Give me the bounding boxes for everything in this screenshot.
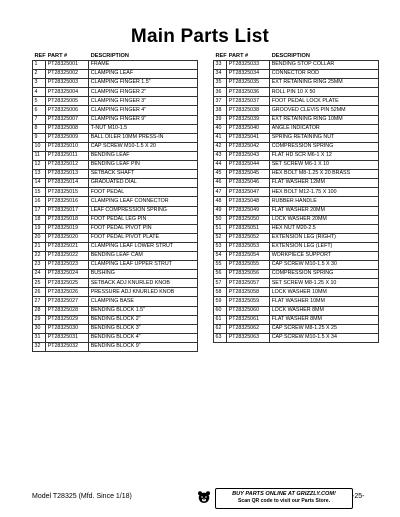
ref-cell: 18	[33, 215, 46, 224]
ref-cell: 62	[214, 324, 227, 333]
description-cell: RUBBER HANDLE	[270, 197, 379, 206]
part-number-cell: PT28325037	[227, 97, 270, 106]
ref-cell: 47	[214, 188, 227, 197]
ref-cell: 50	[214, 215, 227, 224]
ref-cell: 5	[33, 97, 46, 106]
description-cell: LEAF COMPRESSION SPRING	[89, 206, 198, 215]
part-number-cell: PT28325035	[227, 79, 270, 88]
page-number: -25-	[352, 493, 365, 500]
parts-store-banner[interactable]	[215, 488, 353, 509]
ref-cell: 26	[33, 288, 46, 297]
description-cell: CLAMPING FINGER 2"	[89, 88, 198, 97]
part-number-cell: PT28325039	[227, 115, 270, 124]
table-row	[33, 324, 198, 333]
table-row	[214, 224, 379, 233]
ref-cell: 12	[33, 161, 46, 170]
description-cell: BUSHING	[89, 270, 198, 279]
part-number-cell: PT28325038	[227, 106, 270, 115]
table-row	[33, 315, 198, 324]
table-row	[214, 115, 379, 124]
ref-cell: 4	[33, 88, 46, 97]
ref-cell: 17	[33, 206, 46, 215]
part-number-cell: PT28325015	[46, 188, 89, 197]
description-cell: EXTENSION LEG (LEFT)	[270, 242, 379, 251]
table-row	[33, 288, 198, 297]
description-cell: EXT RETAINING RING 25MM	[270, 79, 379, 88]
ref-cell: 1	[33, 61, 46, 70]
description-cell: ANGLE INDICATOR	[270, 124, 379, 133]
part-number-cell: PT28325021	[46, 242, 89, 251]
ref-cell: 59	[214, 297, 227, 306]
description-cell: FOOT PEDAL	[89, 188, 198, 197]
table-row	[33, 333, 198, 342]
ref-cell: 10	[33, 142, 46, 151]
table-row	[33, 224, 198, 233]
table-row	[214, 61, 379, 70]
ref-cell: 58	[214, 288, 227, 297]
ref-cell: 52	[214, 233, 227, 242]
description-cell: COMPRESSION SPRING	[270, 142, 379, 151]
part-number-cell: PT28325024	[46, 270, 89, 279]
description-cell: FOOT PEDAL LOCK PLATE	[270, 97, 379, 106]
table-row	[33, 197, 198, 206]
part-number-cell: PT28325054	[227, 251, 270, 260]
table-row	[214, 97, 379, 106]
table-row	[214, 242, 379, 251]
description-cell: LOCK WASHER 10MM	[270, 288, 379, 297]
table-row	[214, 215, 379, 224]
ref-cell: 3	[33, 79, 46, 88]
part-number-cell: PT28325013	[46, 170, 89, 179]
part-number-cell: PT28325010	[46, 142, 89, 151]
table-row	[214, 315, 379, 324]
table-row	[214, 170, 379, 179]
part-number-cell: PT28325046	[227, 179, 270, 188]
description-cell: SETBACK ADJ KNURLED KNOB	[89, 279, 198, 288]
table-row	[214, 206, 379, 215]
description-cell: CAP SCREW M8-1.25 X 25	[270, 324, 379, 333]
part-number-cell: PT28325053	[227, 242, 270, 251]
description-cell: FRAME	[89, 61, 198, 70]
part-number-cell: PT28325059	[227, 297, 270, 306]
part-number-cell: PT28325040	[227, 124, 270, 133]
ref-cell: 60	[214, 306, 227, 315]
description-cell: SPRING RETAINING NUT	[270, 133, 379, 142]
ref-cell: 57	[214, 279, 227, 288]
part-number-cell: PT28325020	[46, 233, 89, 242]
description-cell: CAP SCREW M10-1.5 X 20	[89, 142, 198, 151]
table-row	[33, 251, 198, 260]
table-row	[214, 161, 379, 170]
description-cell: BENDING BLOCK 9"	[89, 342, 198, 351]
ref-cell: 29	[33, 315, 46, 324]
table-row	[214, 261, 379, 270]
ref-cell: 38	[214, 106, 227, 115]
description-cell: SET SCREW M6-1 X 10	[270, 161, 379, 170]
table-row	[214, 179, 379, 188]
part-number-cell: PT28325023	[46, 261, 89, 270]
part-number-cell: PT28325001	[46, 61, 89, 70]
ref-cell: 54	[214, 251, 227, 260]
part-number-cell: PT28325030	[46, 324, 89, 333]
table-row	[214, 70, 379, 79]
part-number-cell: PT28325009	[46, 133, 89, 142]
table-row	[214, 88, 379, 97]
part-number-cell: PT28325045	[227, 170, 270, 179]
description-cell: BENDING LEAF	[89, 151, 198, 160]
table-row	[214, 133, 379, 142]
table-row	[214, 333, 379, 342]
part-number-cell: PT28325027	[46, 297, 89, 306]
description-cell: BENDING LEAF PIN	[89, 161, 198, 170]
ref-cell: 44	[214, 161, 227, 170]
header-ref: REF	[34, 53, 46, 59]
header-ref: REF	[215, 53, 227, 59]
ref-cell: 32	[33, 342, 46, 351]
ref-cell: 19	[33, 224, 46, 233]
table-row	[214, 197, 379, 206]
header-part-number: PART #	[47, 53, 68, 59]
parts-table-right	[213, 52, 379, 343]
description-cell: HEX BOLT M8-1.25 X 20 BRASS	[270, 170, 379, 179]
description-cell: SET SCREW M8-1.25 X 10	[270, 279, 379, 288]
ref-cell: 55	[214, 261, 227, 270]
description-cell: CLAMPING FINGER 1.5"	[89, 79, 198, 88]
part-number-cell: PT28325034	[227, 70, 270, 79]
description-cell: HEX NUT M20-2.5	[270, 224, 379, 233]
ref-cell: 9	[33, 133, 46, 142]
description-cell: CLAMPING FINGER 9"	[89, 115, 198, 124]
description-cell: GROOVED CLEVIS PIN 52MM	[270, 106, 379, 115]
part-number-cell: PT28325014	[46, 179, 89, 188]
table-row	[33, 133, 198, 142]
table-row	[33, 115, 198, 124]
part-number-cell: PT28325017	[46, 206, 89, 215]
description-cell: BENDING BLOCK 2"	[89, 315, 198, 324]
table-row	[214, 106, 379, 115]
ref-cell: 11	[33, 151, 46, 160]
table-row	[33, 151, 198, 160]
ref-cell: 39	[214, 115, 227, 124]
part-number-cell: PT28325011	[46, 151, 89, 160]
ref-cell: 31	[33, 333, 46, 342]
description-cell: FLAT WASHER 8MM	[270, 315, 379, 324]
page-title: Main Parts List	[130, 26, 270, 47]
description-cell: WORKPIECE SUPPORT	[270, 251, 379, 260]
description-cell: COMPRESSION SPRING	[270, 270, 379, 279]
description-cell: GRADUATED DIAL	[89, 179, 198, 188]
part-number-cell: PT28325003	[46, 79, 89, 88]
description-cell: SETBACK SHAFT	[89, 170, 198, 179]
description-cell: CLAMPING LEAF CONNECTOR	[89, 197, 198, 206]
ref-cell: 46	[214, 179, 227, 188]
part-number-cell: PT28325022	[46, 251, 89, 260]
table-row	[214, 288, 379, 297]
part-number-cell: PT28325052	[227, 233, 270, 242]
description-cell: FLAT WASHER 12MM	[270, 179, 379, 188]
description-cell: BENDING BLOCK 1.5"	[89, 306, 198, 315]
ref-cell: 53	[214, 242, 227, 251]
ref-cell: 61	[214, 315, 227, 324]
table-row	[214, 142, 379, 151]
ref-cell: 40	[214, 124, 227, 133]
part-number-cell: PT28325005	[46, 97, 89, 106]
table-row	[33, 261, 198, 270]
part-number-cell: PT28325036	[227, 88, 270, 97]
ref-cell: 16	[33, 197, 46, 206]
table-row	[33, 106, 198, 115]
description-cell: FOOT PEDAL PIVOT PIN	[89, 224, 198, 233]
table-row	[33, 306, 198, 315]
ref-cell: 56	[214, 270, 227, 279]
bear-head-icon	[197, 490, 211, 504]
ref-cell: 7	[33, 115, 46, 124]
table-row	[33, 206, 198, 215]
description-cell: T-NUT M10-1.5	[89, 124, 198, 133]
ref-cell: 2	[33, 70, 46, 79]
table-row	[33, 170, 198, 179]
part-number-cell: PT28325032	[46, 342, 89, 351]
part-number-cell: PT28325051	[227, 224, 270, 233]
table-row	[214, 233, 379, 242]
ref-cell: 49	[214, 206, 227, 215]
ref-cell: 23	[33, 261, 46, 270]
ref-cell: 30	[33, 324, 46, 333]
ref-cell: 14	[33, 179, 46, 188]
ref-cell: 21	[33, 242, 46, 251]
description-cell: CAP SCREW M10-1.5 X 34	[270, 333, 379, 342]
ref-cell: 24	[33, 270, 46, 279]
ref-cell: 20	[33, 233, 46, 242]
part-number-cell: PT28325044	[227, 161, 270, 170]
table-row	[33, 124, 198, 133]
ref-cell: 8	[33, 124, 46, 133]
table-row	[33, 233, 198, 242]
ref-cell: 41	[214, 133, 227, 142]
part-number-cell: PT28325008	[46, 124, 89, 133]
table-row	[33, 88, 198, 97]
table-row	[33, 342, 198, 351]
ref-cell: 63	[214, 333, 227, 342]
part-number-cell: PT28325006	[46, 106, 89, 115]
description-cell: LOCK WASHER 20MM	[270, 215, 379, 224]
table-row	[33, 215, 198, 224]
description-cell: CAP SCREW M10-1.5 X 30	[270, 261, 379, 270]
part-number-cell: PT28325016	[46, 197, 89, 206]
part-number-cell: PT28325025	[46, 279, 89, 288]
description-cell: FLAT WASHER 10MM	[270, 297, 379, 306]
description-cell: PRESSURE ADJ KNURLED KNOB	[89, 288, 198, 297]
description-cell: BENDING LEAF CAM	[89, 251, 198, 260]
table-row	[33, 70, 198, 79]
part-number-cell: PT28325062	[227, 324, 270, 333]
ref-cell: 36	[214, 88, 227, 97]
part-number-cell: PT28325047	[227, 188, 270, 197]
table-row	[214, 151, 379, 160]
ref-cell: 15	[33, 188, 46, 197]
part-number-cell: PT28325050	[227, 215, 270, 224]
ref-cell: 25	[33, 279, 46, 288]
part-number-cell: PT28325031	[46, 333, 89, 342]
table-row	[33, 161, 198, 170]
table-row	[33, 279, 198, 288]
description-cell: LOCK WASHER 8MM	[270, 306, 379, 315]
part-number-cell: PT28325012	[46, 161, 89, 170]
part-number-cell: PT28325060	[227, 306, 270, 315]
description-cell: CLAMPING LEAF	[89, 70, 198, 79]
table-row	[33, 61, 198, 70]
part-number-cell: PT28325049	[227, 206, 270, 215]
ref-cell: 13	[33, 170, 46, 179]
table-row	[33, 179, 198, 188]
table-row	[214, 279, 379, 288]
part-number-cell: PT28325055	[227, 261, 270, 270]
table-row	[33, 270, 198, 279]
table-header-row	[33, 52, 198, 61]
model-label: Model T28325 (Mfd. Since 1/18)	[32, 493, 132, 500]
part-number-cell: PT28325057	[227, 279, 270, 288]
part-number-cell: PT28325004	[46, 88, 89, 97]
ref-cell: 22	[33, 251, 46, 260]
part-number-cell: PT28325043	[227, 151, 270, 160]
table-row	[214, 297, 379, 306]
description-cell: CONNECTOR ROD	[270, 70, 379, 79]
banner-headline: BUY PARTS ONLINE AT GRIZZLY.COM!	[232, 491, 336, 497]
part-number-cell: PT28325019	[46, 224, 89, 233]
table-row	[214, 124, 379, 133]
ref-cell: 45	[214, 170, 227, 179]
table-row	[33, 142, 198, 151]
ref-cell: 43	[214, 151, 227, 160]
ref-cell: 6	[33, 106, 46, 115]
ref-cell: 42	[214, 142, 227, 151]
ref-cell: 27	[33, 297, 46, 306]
table-row	[214, 324, 379, 333]
part-number-cell: PT28325033	[227, 61, 270, 70]
description-cell: BENDING BLOCK 4"	[89, 333, 198, 342]
part-number-cell: PT28325007	[46, 115, 89, 124]
description-cell: ROLL PIN 10 X 50	[270, 88, 379, 97]
parts-table-left	[32, 52, 198, 352]
part-number-cell: PT28325018	[46, 215, 89, 224]
ref-cell: 35	[214, 79, 227, 88]
part-number-cell: PT28325048	[227, 197, 270, 206]
table-row	[33, 297, 198, 306]
table-row	[33, 188, 198, 197]
part-number-cell: PT28325026	[46, 288, 89, 297]
description-cell: CLAMPING BASE	[89, 297, 198, 306]
part-number-cell: PT28325061	[227, 315, 270, 324]
header-part-number: PART #	[228, 53, 249, 59]
table-row	[33, 97, 198, 106]
ref-cell: 28	[33, 306, 46, 315]
ref-cell: 48	[214, 197, 227, 206]
description-cell: FLAT WASHER 20MM	[270, 206, 379, 215]
table-row	[214, 306, 379, 315]
table-row	[214, 188, 379, 197]
part-number-cell: PT28325002	[46, 70, 89, 79]
description-cell: EXT RETAINING RING 10MM	[270, 115, 379, 124]
header-description: DESCRIPTION	[90, 53, 129, 59]
ref-cell: 34	[214, 70, 227, 79]
part-number-cell: PT28325042	[227, 142, 270, 151]
table-row	[33, 242, 198, 251]
description-cell: EXTENSION LEG (RIGHT)	[270, 233, 379, 242]
description-cell: FOOT PEDAL PIVOT PLATE	[89, 233, 198, 242]
table-row	[214, 251, 379, 260]
table-row	[214, 270, 379, 279]
description-cell: CLAMPING LEAF LOWER STRUT	[89, 242, 198, 251]
description-cell: BENDING BLOCK 3"	[89, 324, 198, 333]
description-cell: HEX BOLT M12-1.75 X 100	[270, 188, 379, 197]
part-number-cell: PT28325041	[227, 133, 270, 142]
banner-subtext: Scan QR code to visit our Parts Store.	[238, 498, 330, 504]
ref-cell: 37	[214, 97, 227, 106]
part-number-cell: PT28325058	[227, 288, 270, 297]
description-cell: FLAT HD SCR M6-1 X 12	[270, 151, 379, 160]
description-cell: FOOT PEDAL LEG PIN	[89, 215, 198, 224]
description-cell: BENDING STOP COLLAR	[270, 61, 379, 70]
description-cell: BALL OILER 10MM PRESS-IN	[89, 133, 198, 142]
part-number-cell: PT28325029	[46, 315, 89, 324]
table-row	[214, 79, 379, 88]
part-number-cell: PT28325063	[227, 333, 270, 342]
ref-cell: 33	[214, 61, 227, 70]
part-number-cell: PT28325056	[227, 270, 270, 279]
description-cell: CLAMPING FINGER 4"	[89, 106, 198, 115]
ref-cell: 51	[214, 224, 227, 233]
part-number-cell: PT28325028	[46, 306, 89, 315]
description-cell: CLAMPING FINGER 3"	[89, 97, 198, 106]
header-description: DESCRIPTION	[271, 53, 310, 59]
description-cell: CLAMPING LEAF UPPER STRUT	[89, 261, 198, 270]
table-header-row	[214, 52, 379, 61]
table-row	[33, 79, 198, 88]
